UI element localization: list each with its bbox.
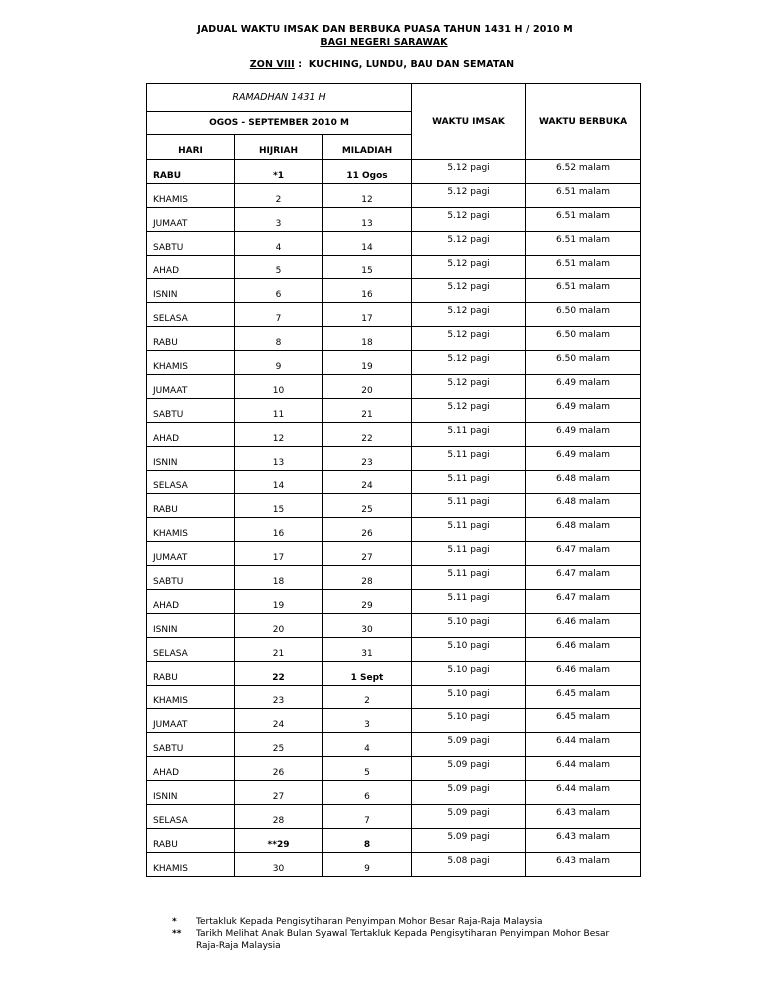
- imsak-time-cell: 5.09 pagi: [412, 733, 526, 757]
- hijriah-cell: 9: [235, 351, 323, 375]
- miladiah-cell: 7: [323, 805, 412, 829]
- imsak-time-cell: 5.12 pagi: [412, 231, 526, 255]
- table-row: [147, 781, 641, 805]
- berbuka-time-cell: 6.51 malam: [526, 207, 641, 231]
- hijriah-cell: 27: [235, 781, 323, 805]
- table-row: [147, 351, 641, 375]
- table-row: [147, 183, 641, 207]
- hijriah-cell: *1: [235, 160, 323, 184]
- miladiah-cell: 8: [323, 828, 412, 852]
- miladiah-cell: 22: [323, 422, 412, 446]
- imsak-time-cell: 5.09 pagi: [412, 805, 526, 829]
- table-row: [147, 279, 641, 303]
- footnote: [172, 916, 632, 928]
- berbuka-time-cell: 6.51 malam: [526, 279, 641, 303]
- day-cell: JUMAAT: [147, 542, 235, 566]
- day-cell: AHAD: [147, 590, 235, 614]
- hijriah-cell: 22: [235, 661, 323, 685]
- table-row: [147, 422, 641, 446]
- hijriah-cell: 13: [235, 446, 323, 470]
- hijriah-cell: 11: [235, 398, 323, 422]
- footnote-text: Tertakluk Kepada Pengisytiharan Penyimpan Mohor Besar Raja-Raja Malaysia: [196, 917, 543, 927]
- berbuka-time-cell: 6.44 malam: [526, 781, 641, 805]
- table-row: [147, 542, 641, 566]
- footnotes: [172, 916, 632, 952]
- berbuka-time-cell: 6.48 malam: [526, 494, 641, 518]
- imsak-time-cell: 5.12 pagi: [412, 351, 526, 375]
- berbuka-time-cell: 6.43 malam: [526, 805, 641, 829]
- table-row: [147, 494, 641, 518]
- hijriah-cell: 28: [235, 805, 323, 829]
- miladiah-cell: 20: [323, 375, 412, 399]
- hijriah-cell: 25: [235, 733, 323, 757]
- imsak-time-cell: 5.12 pagi: [412, 183, 526, 207]
- table-row: [147, 375, 641, 399]
- table-row: [147, 828, 641, 852]
- imsak-time-cell: 5.09 pagi: [412, 828, 526, 852]
- berbuka-time-cell: 6.50 malam: [526, 303, 641, 327]
- day-cell: JUMAAT: [147, 709, 235, 733]
- berbuka-time-cell: 6.49 malam: [526, 422, 641, 446]
- imsak-time-cell: 5.12 pagi: [412, 303, 526, 327]
- table-row: [147, 255, 641, 279]
- berbuka-time-cell: 6.48 malam: [526, 470, 641, 494]
- table-row: [147, 805, 641, 829]
- berbuka-time-cell: 6.52 malam: [526, 160, 641, 184]
- berbuka-time-cell: 6.43 malam: [526, 852, 641, 876]
- table-row: [147, 637, 641, 661]
- day-cell: JUMAAT: [147, 207, 235, 231]
- miladiah-cell: 29: [323, 590, 412, 614]
- table-row: [147, 709, 641, 733]
- imsak-column-header: WAKTU IMSAK: [412, 84, 526, 160]
- miladiah-cell: 3: [323, 709, 412, 733]
- day-cell: KHAMIS: [147, 351, 235, 375]
- day-cell: SABTU: [147, 398, 235, 422]
- hari-column-header: HARI: [147, 135, 235, 160]
- miladiah-column-header: MILADIAH: [323, 135, 412, 160]
- month-header: RAMADHAN 1431 H: [147, 84, 412, 112]
- table-row: [147, 207, 641, 231]
- day-cell: KHAMIS: [147, 852, 235, 876]
- imsak-time-cell: 5.11 pagi: [412, 446, 526, 470]
- miladiah-cell: 5: [323, 757, 412, 781]
- berbuka-time-cell: 6.48 malam: [526, 518, 641, 542]
- miladiah-cell: 19: [323, 351, 412, 375]
- day-cell: KHAMIS: [147, 518, 235, 542]
- hijriah-cell: 7: [235, 303, 323, 327]
- hijriah-cell: 8: [235, 327, 323, 351]
- day-cell: RABU: [147, 494, 235, 518]
- day-cell: JUMAAT: [147, 375, 235, 399]
- day-cell: SELASA: [147, 470, 235, 494]
- table-row: [147, 160, 641, 184]
- day-cell: ISNIN: [147, 613, 235, 637]
- hijriah-cell: 6: [235, 279, 323, 303]
- table-row: [147, 566, 641, 590]
- berbuka-time-cell: 6.49 malam: [526, 398, 641, 422]
- day-cell: SABTU: [147, 566, 235, 590]
- footnote: [172, 928, 632, 952]
- hijriah-cell: 2: [235, 183, 323, 207]
- zone-heading: [0, 59, 766, 70]
- berbuka-time-cell: 6.44 malam: [526, 757, 641, 781]
- imsak-time-cell: 5.08 pagi: [412, 852, 526, 876]
- table-row: [147, 518, 641, 542]
- hijriah-cell: 20: [235, 613, 323, 637]
- day-cell: RABU: [147, 327, 235, 351]
- imsak-time-cell: 5.10 pagi: [412, 637, 526, 661]
- miladiah-cell: 13: [323, 207, 412, 231]
- berbuka-time-cell: 6.47 malam: [526, 542, 641, 566]
- zone-areas: KUCHING, LUNDU, BAU DAN SEMATAN: [308, 59, 515, 70]
- table-row: [147, 685, 641, 709]
- footnote-mark: *: [172, 917, 177, 927]
- table-row: [147, 590, 641, 614]
- day-cell: KHAMIS: [147, 183, 235, 207]
- imsak-time-cell: 5.12 pagi: [412, 327, 526, 351]
- miladiah-cell: 16: [323, 279, 412, 303]
- imsak-time-cell: 5.12 pagi: [412, 207, 526, 231]
- imsak-time-cell: 5.11 pagi: [412, 422, 526, 446]
- day-cell: AHAD: [147, 757, 235, 781]
- berbuka-time-cell: 6.46 malam: [526, 661, 641, 685]
- berbuka-time-cell: 6.47 malam: [526, 566, 641, 590]
- miladiah-cell: 6: [323, 781, 412, 805]
- miladiah-cell: 1 Sept: [323, 661, 412, 685]
- hijriah-cell: 24: [235, 709, 323, 733]
- table-row: [147, 327, 641, 351]
- footnote-mark: **: [172, 929, 182, 939]
- berbuka-time-cell: 6.50 malam: [526, 351, 641, 375]
- berbuka-time-cell: 6.49 malam: [526, 375, 641, 399]
- day-cell: KHAMIS: [147, 685, 235, 709]
- hijriah-cell: 19: [235, 590, 323, 614]
- miladiah-cell: 24: [323, 470, 412, 494]
- imsak-time-cell: 5.09 pagi: [412, 757, 526, 781]
- hijriah-cell: **29: [235, 828, 323, 852]
- miladiah-cell: 27: [323, 542, 412, 566]
- day-cell: SELASA: [147, 637, 235, 661]
- period-header: OGOS - SEPTEMBER 2010 M: [147, 112, 412, 135]
- table-row: [147, 398, 641, 422]
- hijriah-cell: 10: [235, 375, 323, 399]
- miladiah-cell: 26: [323, 518, 412, 542]
- state-name: BAGI NEGERI SARAWAK: [320, 37, 448, 48]
- table-row: [147, 231, 641, 255]
- miladiah-cell: 21: [323, 398, 412, 422]
- hijriah-cell: 4: [235, 231, 323, 255]
- day-cell: SABTU: [147, 231, 235, 255]
- imsak-time-cell: 5.12 pagi: [412, 160, 526, 184]
- hijriah-cell: 18: [235, 566, 323, 590]
- berbuka-time-cell: 6.44 malam: [526, 733, 641, 757]
- day-cell: SABTU: [147, 733, 235, 757]
- imsak-time-cell: 5.11 pagi: [412, 590, 526, 614]
- day-cell: ISNIN: [147, 781, 235, 805]
- hijriah-cell: 30: [235, 852, 323, 876]
- hijriah-cell: 15: [235, 494, 323, 518]
- miladiah-cell: 2: [323, 685, 412, 709]
- day-cell: ISNIN: [147, 446, 235, 470]
- imsak-time-cell: 5.11 pagi: [412, 518, 526, 542]
- berbuka-time-cell: 6.51 malam: [526, 183, 641, 207]
- berbuka-time-cell: 6.51 malam: [526, 231, 641, 255]
- table-row: [147, 446, 641, 470]
- miladiah-cell: 25: [323, 494, 412, 518]
- footnote-text: Tarikh Melihat Anak Bulan Syawal Tertakluk Kepada Pengisytiharan Penyimpan Mohor Besar Raja-Raja Malaysia: [196, 929, 610, 951]
- imsak-time-cell: 5.11 pagi: [412, 470, 526, 494]
- berbuka-time-cell: 6.45 malam: [526, 685, 641, 709]
- hijriah-cell: 17: [235, 542, 323, 566]
- imsak-time-cell: 5.12 pagi: [412, 398, 526, 422]
- hijriah-cell: 23: [235, 685, 323, 709]
- schedule-table: [146, 83, 641, 877]
- berbuka-time-cell: 6.45 malam: [526, 709, 641, 733]
- berbuka-time-cell: 6.51 malam: [526, 255, 641, 279]
- miladiah-cell: 12: [323, 183, 412, 207]
- hijriah-cell: 3: [235, 207, 323, 231]
- zone-label: ZON VIII: [249, 59, 295, 70]
- day-cell: AHAD: [147, 422, 235, 446]
- berbuka-column-header: WAKTU BERBUKA: [526, 84, 641, 160]
- imsak-time-cell: 5.12 pagi: [412, 255, 526, 279]
- berbuka-time-cell: 6.43 malam: [526, 828, 641, 852]
- miladiah-cell: 4: [323, 733, 412, 757]
- document-subtitle: [0, 37, 768, 48]
- berbuka-time-cell: 6.49 malam: [526, 446, 641, 470]
- imsak-time-cell: 5.12 pagi: [412, 375, 526, 399]
- table-row: [147, 733, 641, 757]
- day-cell: AHAD: [147, 255, 235, 279]
- hijriah-column-header: HIJRIAH: [235, 135, 323, 160]
- table-row: [147, 470, 641, 494]
- miladiah-cell: 23: [323, 446, 412, 470]
- miladiah-cell: 11 Ogos: [323, 160, 412, 184]
- miladiah-cell: 9: [323, 852, 412, 876]
- table-row: [147, 661, 641, 685]
- zone-separator: :: [298, 59, 303, 70]
- hijriah-cell: 5: [235, 255, 323, 279]
- miladiah-cell: 17: [323, 303, 412, 327]
- hijriah-cell: 21: [235, 637, 323, 661]
- day-cell: RABU: [147, 828, 235, 852]
- hijriah-cell: 16: [235, 518, 323, 542]
- berbuka-time-cell: 6.46 malam: [526, 637, 641, 661]
- berbuka-time-cell: 6.47 malam: [526, 590, 641, 614]
- day-cell: ISNIN: [147, 279, 235, 303]
- imsak-time-cell: 5.10 pagi: [412, 661, 526, 685]
- day-cell: SELASA: [147, 303, 235, 327]
- berbuka-time-cell: 6.50 malam: [526, 327, 641, 351]
- table-row: [147, 757, 641, 781]
- imsak-time-cell: 5.10 pagi: [412, 709, 526, 733]
- miladiah-cell: 31: [323, 637, 412, 661]
- table-row: [147, 303, 641, 327]
- imsak-time-cell: 5.11 pagi: [412, 566, 526, 590]
- day-cell: SELASA: [147, 805, 235, 829]
- table-row: [147, 852, 641, 876]
- imsak-time-cell: 5.11 pagi: [412, 542, 526, 566]
- day-cell: RABU: [147, 160, 235, 184]
- imsak-time-cell: 5.11 pagi: [412, 494, 526, 518]
- hijriah-cell: 14: [235, 470, 323, 494]
- imsak-time-cell: 5.10 pagi: [412, 685, 526, 709]
- miladiah-cell: 28: [323, 566, 412, 590]
- imsak-time-cell: 5.12 pagi: [412, 279, 526, 303]
- day-cell: RABU: [147, 661, 235, 685]
- hijriah-cell: 12: [235, 422, 323, 446]
- miladiah-cell: 30: [323, 613, 412, 637]
- miladiah-cell: 14: [323, 231, 412, 255]
- imsak-time-cell: 5.10 pagi: [412, 613, 526, 637]
- berbuka-time-cell: 6.46 malam: [526, 613, 641, 637]
- imsak-time-cell: 5.09 pagi: [412, 781, 526, 805]
- miladiah-cell: 15: [323, 255, 412, 279]
- document-title: JADUAL WAKTU IMSAK DAN BERBUKA PUASA TAHUN 1431 H / 2010 M: [197, 24, 573, 35]
- table-row: [147, 613, 641, 637]
- miladiah-cell: 18: [323, 327, 412, 351]
- hijriah-cell: 26: [235, 757, 323, 781]
